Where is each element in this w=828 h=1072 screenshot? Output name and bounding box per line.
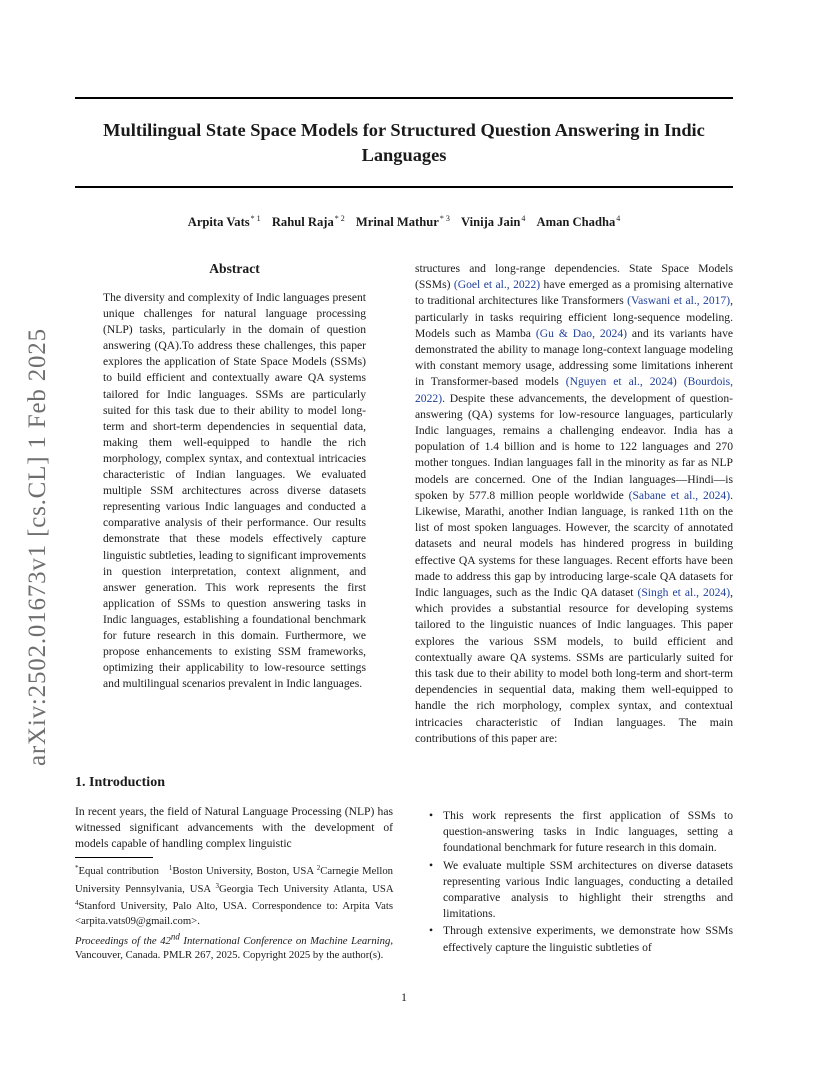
text-segment: have emerged as a promising alternative to traditional architectures like Transformers [415, 278, 733, 308]
right-column-text [415, 261, 733, 747]
author: Aman Chadha$^4$ [536, 214, 621, 229]
proceedings-italic-b: International Conference on Machine Learning [179, 934, 391, 947]
paper-title [75, 118, 733, 168]
contributions-list [415, 808, 733, 957]
list-item: • This work represents the first application of SSMs to question-answering tasks in Indic languages, setting a foundational benchmark for future research in this domain. [429, 809, 733, 855]
text-segment: and its variants have demonstrated the ability to manage long-context language modeling with constant memory usage, addressing some limitations inherent in Transformer-based models [415, 326, 734, 389]
proceedings-italic-sup: nd [170, 931, 180, 941]
abstract-heading: Abstract [209, 261, 260, 276]
bullet-icon: • [429, 858, 434, 872]
footnote-correspondence: Correspondence to: Arpita Vats <arpita.vats09@gmail.com>. [75, 900, 393, 927]
affiliation-footnote: *Equal contribution $^1$Boston University, Boston, USA $^2$Carnegie Mellon University Pennsylvania, USA $^3$Georgia Tech University Atlanta, USA $^4$Stanford University, Palo Alto, USA. Correspondence to: Arpita Vats <arpita.vats09@gmail.com>. [75, 864, 394, 927]
arxiv-identifier[interactable]: arXiv:2502.01673v1 [cs.CL] 1 Feb 2025 [24, 328, 51, 766]
citation-link[interactable]: (Singh et al., 2024) [637, 586, 731, 600]
introduction-heading: 1. Introduction [75, 775, 165, 790]
text-segment: . Despite these advancements, the development of question-answering (QA) systems for low-resource languages, particularly Indic languages, remains a challenging endeavor. India has a population of 1.4 billion and is home to 122 languages and 270 mother tongues. Indian languages fall in the minority as far as NLP models are concerned. One of the Indian languages—Hindi—is spoken by 577.8 million people worldwide [415, 391, 733, 502]
page-number: 1 [401, 990, 407, 1004]
text-segment: structures and long-range dependencies. State Space Models (SSMs) [415, 262, 733, 292]
citation-link[interactable]: (Gu & Dao, 2024) [535, 326, 627, 340]
proceedings-note [75, 929, 393, 963]
footnote-affiliation-3: Georgia Tech University Atlanta, USA [219, 882, 394, 895]
title-line-1: Multilingual State Space Models for Structured Question Answering in Indic [103, 120, 705, 140]
citation-link[interactable]: (Sabane et al., 2024) [628, 488, 731, 502]
footnote-affiliation-4: Stanford University, Palo Alto, USA. [78, 900, 247, 913]
author: Arpita Vats$^{* 1}$ [187, 214, 261, 229]
list-item: • We evaluate multiple SSM architectures on diverse datasets representing various Indic languages, conducting a detailed comparative analysis to highlight their strengths and limitations. [429, 858, 733, 921]
text-segment: , which provides a substantial resource for developing systems tailored to the linguistic nuances of Indic languages. This paper explores the various SSM models, to build efficient and contextually aware QA systems. SSMs are particularly suited for this task due to their ability to model both long-term and short-term dependencies in sequential data, making them well-equipped to handle the rich morphology, complex syntax, and contextual intricacies characteristic of Indian languages. The main contributions of this paper are: [415, 586, 733, 745]
text-segment [677, 375, 684, 388]
footnote-affiliation-2: Carnegie Mellon University Pennsylvania, USA [75, 865, 394, 895]
citation-link[interactable]: (Nguyen et al., 2024) [565, 375, 677, 389]
author: Vinija Jain$^4$ [460, 214, 526, 229]
author: Rahul Raja$^{* 2}$ [271, 214, 345, 229]
abstract-text: The diversity and complexity of Indic languages present unique challenges for natural language processing (NLP) tasks, particularly in the domain of question answering (QA).To address these challenges, this paper explores the application of State Space Models (SSMs) to build efficient and contextually aware QA systems tailored for Indic languages. SSMs are particularly suited for this task due to their ability to model long-term and short-term dependencies in sequential data, making them well-equipped to handle the rich morphology, complex syntax, and contextual intricacies characteristic of Indian languages. We evaluated multiple SSM architectures across diverse datasets representing various Indic languages and conducted a comparative analysis of their performance. Our results demonstrate that these models effectively capture linguistic subtleties, leading to significant improvements in question interpretation, context alignment, and answer generation. This work represents the first application of SSMs to question answering tasks in Indic languages, establishing a foundational benchmark for future research in this domain. Furthermore, we propose enhancements to existing SSM frameworks, optimizing their applicability to low-resource settings and multilingual scenarios prevalent in Indic languages. [103, 291, 366, 691]
citation-link[interactable]: (Bourdois, 2022) [415, 375, 733, 405]
text-segment: . Likewise, Marathi, another Indian language, is ranked 11th on the list of most spoken languages. However, the scarcity of annotated datasets and neural models has hindered progress in building effective QA systems for these languages. Recent efforts have been made to address this gap by introducing large-scale QA datasets for Indic languages, such as the Indic QA dataset [415, 488, 733, 600]
text-segment: , particularly in tasks requiring efficient long-sequence modeling. Models such as Mamba [415, 294, 733, 340]
author-list [75, 214, 733, 230]
proceedings-rest: , Vancouver, Canada. PMLR 267, 2025. Copyright 2025 by the author(s). [75, 934, 393, 962]
title-bottom-rule [75, 186, 733, 188]
citation-link[interactable]: (Goel et al., 2022) [453, 278, 541, 292]
bullet-icon: • [429, 924, 434, 938]
citation-link[interactable]: (Vaswani et al., 2017) [627, 294, 731, 308]
title-top-rule [75, 97, 733, 99]
footnote-affiliation-1: Boston University, Boston, USA [172, 865, 314, 877]
author: Mrinal Mathur$^{* 3}$ [355, 214, 450, 229]
bullet-icon: • [429, 809, 434, 822]
title-line-2: Languages [361, 145, 447, 165]
proceedings-italic-a: Proceedings of the 42 [75, 934, 171, 947]
footnote-equal-contribution: Equal contribution [78, 865, 159, 877]
introduction-text: In recent years, the field of Natural Language Processing (NLP) has witnessed significant advancements with the development of models capable of handling complex linguistic [75, 805, 393, 851]
list-item: • Through extensive experiments, we demonstrate how SSMs effectively capture the linguistic subtleties of [429, 924, 733, 954]
footnote-rule [75, 857, 153, 858]
